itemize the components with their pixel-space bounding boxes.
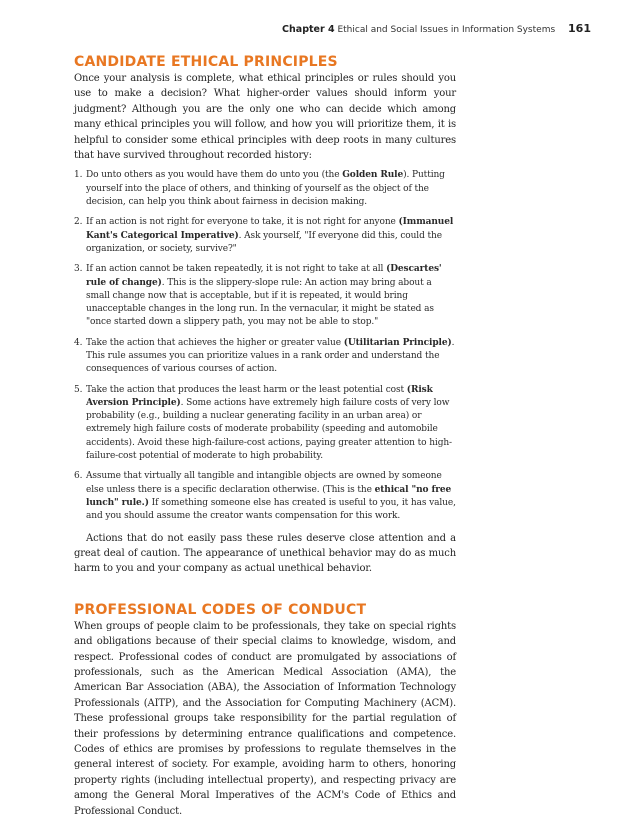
item-text: . This is the slippery-slope rule: An action may bring about a small change now that is acceptable, but if it is repeated, it would bring unacceptable changes in the long run. In the vernacular, it might be stated as "once started down a slippery path, you may not be able to stop." [86, 277, 434, 328]
list-item [74, 337, 456, 377]
item-term: (Utilitarian Principle) [343, 337, 452, 348]
list-item [74, 216, 456, 256]
list-item [74, 384, 456, 464]
list-item [74, 470, 456, 523]
item-text: ). Putting yourself into the place of others, and thinking of yourself as the object of the decision, can help you think about fairness in decision making. [86, 170, 445, 208]
list-number: 4. [74, 337, 83, 348]
item-text: . This rule assumes you can prioritize values in a rank order and understand the consequences of various courses of action. [86, 337, 455, 375]
list-number: 6. [74, 471, 83, 482]
item-term: (Immanuel Kant's Categorical Imperative) [86, 217, 454, 241]
item-text: Take the action that achieves the higher or greater value [86, 337, 344, 348]
page-content [74, 53, 456, 819]
item-term: (Risk Aversion Principle) [86, 384, 433, 408]
item-text: Do unto others as you would have them do unto you (the [86, 170, 343, 181]
item-term: ethical "no free lunch" rule.) [86, 484, 452, 508]
list-number: 2. [74, 217, 83, 228]
principles-list [74, 169, 456, 523]
item-text: If an action is not right for everyone to take, it is not right for anyone [86, 217, 399, 228]
list-item [74, 169, 456, 209]
chapter-title: Ethical and Social Issues in Information Systems [337, 25, 556, 35]
page-number: 161 [568, 22, 591, 35]
intro-paragraph: Once your analysis is complete, what ethical principles or rules should you use to make a decision? What higher-order values should inform your judgment? Although you are the only one who can decide which among many ethical principles you will follow, and how you will prioritize them, it is helpful to consider some ethical principles with deep roots in many cultures that have survived throughout recorded history: [74, 73, 456, 162]
item-text: If something someone else has created is useful to you, it has value, and you should assume the creator wants compensation for this work. [86, 497, 456, 522]
list-number: 5. [74, 384, 83, 395]
list-number: 3. [74, 264, 83, 275]
chapter-label: Chapter 4 [282, 24, 335, 35]
item-text: . Ask yourself, "If everyone did this, could the organization, or society, survive?" [86, 230, 442, 254]
item-text: If an action cannot be taken repeatedly, it is not right to take at all [86, 264, 387, 275]
list-item [74, 263, 456, 329]
section-professional-codes [74, 601, 456, 819]
list-number: 1. [74, 170, 83, 181]
closing-paragraph: Actions that do not easily pass these rules deserve close attention and a great deal of caution. The appearance of unethical behavior may do as much harm to you and your company as actual unethical behavior. [74, 532, 456, 575]
section-heading: CANDIDATE ETHICAL PRINCIPLES [74, 54, 338, 70]
item-text: Assume that virtually all tangible and intangible objects are owned by someone else unless there is a specific declaration otherwise. (This is the [86, 471, 442, 495]
running-header [70, 22, 591, 35]
item-term: Golden Rule [342, 170, 404, 181]
section-heading: PROFESSIONAL CODES OF CONDUCT [74, 601, 367, 618]
section-candidate-ethical-principles [74, 53, 456, 577]
body-paragraph: When groups of people claim to be professionals, they take on special rights and obligations because of their special claims to knowledge, wisdom, and respect. Professional codes of conduct are promulgated by associations of professionals, such as the American Medical Association (AMA), the American Bar Association (ABA), the Association of Information Technology Professionals (AITP), and the Association for Computing Machinery (ACM). These professional groups take responsibility for the partial regulation of their professions by determining entrance qualifications and competence. Codes of ethics are promises by professions to regulate themselves in the general interest of society. For example, avoiding harm to others, honoring property rights (including intellectual property), and respecting privacy are among the General Moral Imperatives of the ACM's Code of Ethics and Professional Conduct. [74, 620, 456, 817]
item-text: . Some actions have extremely high failure costs of very low probability (e.g., building a nuclear generating facility in an urban area) or extremely high failure costs of moderate probability (speeding and automobile accidents). Avoid these high-failure-cost actions, paying greater attention to high-failure-cost potential of moderate to high probability. [86, 397, 452, 462]
item-term: (Descartes' rule of change) [86, 264, 442, 288]
item-text: Take the action that produces the least harm or the least potential cost [86, 384, 407, 395]
